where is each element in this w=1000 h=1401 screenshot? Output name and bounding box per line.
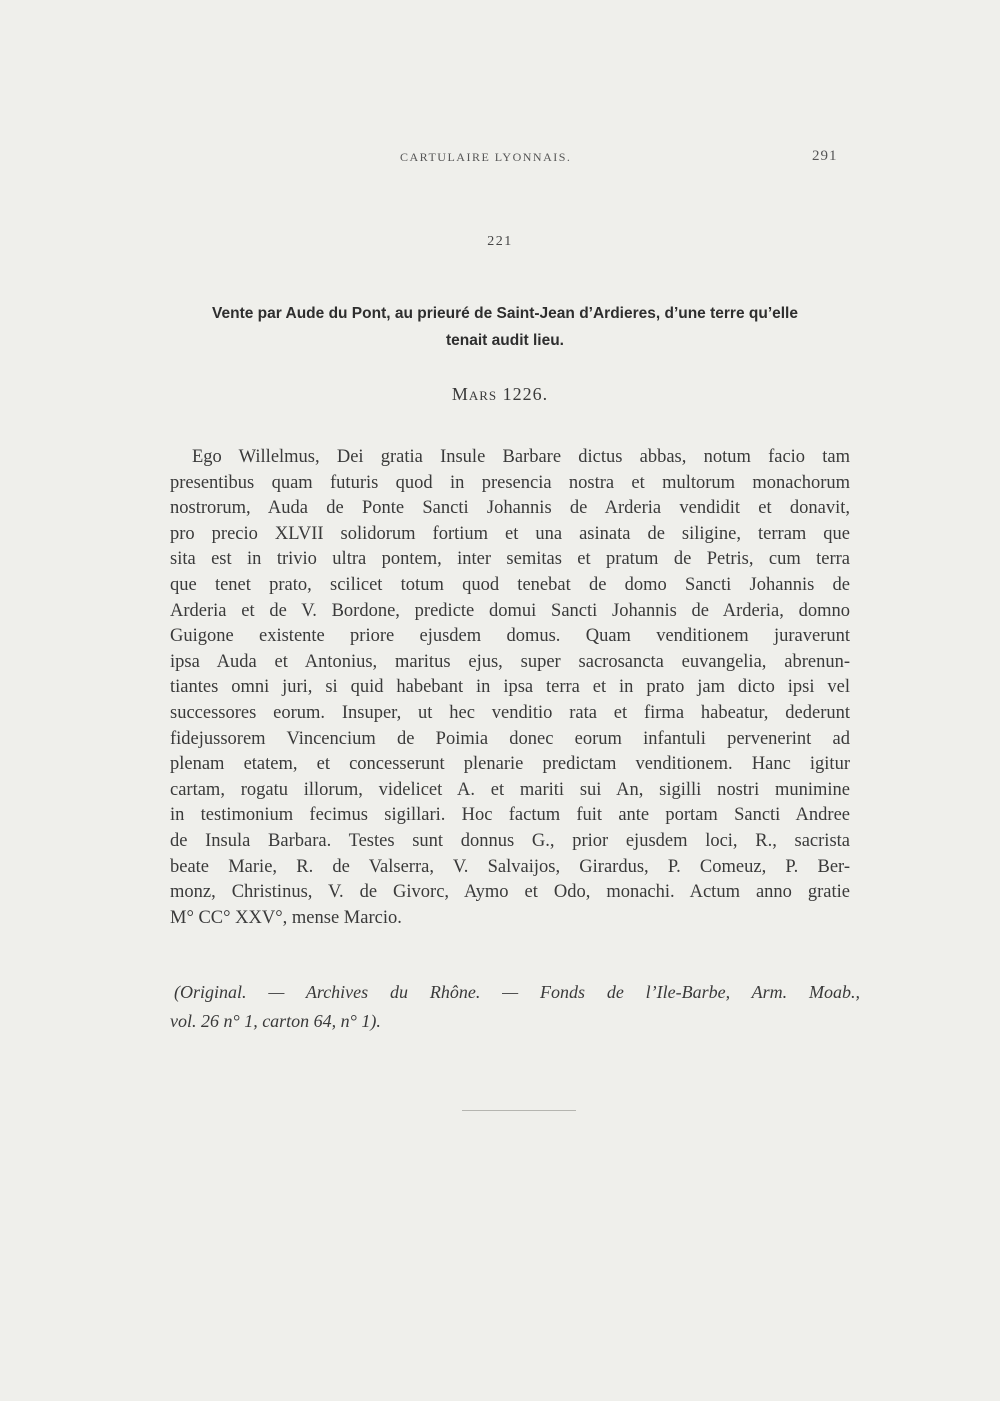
text-line: pro precio XLVII solidorum fortium et una asinata de siligine, terram que	[170, 523, 850, 544]
page-number: 291	[812, 148, 838, 164]
heading-line: Vente par Aude du Pont, au prieuré de Saint-Jean d’Ardieres, d’une terre qu’elle	[212, 305, 798, 322]
running-title: CARTULAIRE LYONNAIS.	[400, 150, 572, 164]
text-line: Arderia et de V. Bordone, predicte domui Sancti Johannis de Arderia, domno	[170, 600, 850, 621]
text-line: de Insula Barbara. Testes sunt donnus G., prior ejusdem loci, R., sacrista	[170, 830, 850, 851]
document-heading	[160, 300, 850, 354]
text-line: cartam, rogatu illorum, videlicet A. et mariti sui An, sigilli nostri munimine	[170, 779, 850, 800]
text-line: presentibus quam futuris quod in presencia nostra et multorum monachorum	[170, 472, 850, 493]
text-line: beate Marie, R. de Valserra, V. Salvaijos, Girardus, P. Comeuz, P. Ber-	[170, 856, 850, 877]
text-line: plenam etatem, et concesserunt plenarie predictam venditionem. Hanc igitur	[170, 754, 850, 775]
document-date	[0, 384, 1000, 405]
text-line: Ego Willelmus, Dei gratia Insule Barbare dictus abbas, notum facio tam	[192, 447, 850, 467]
text-line: nostrorum, Auda de Ponte Sancti Johannis de Arderia vendidit et donavit,	[170, 498, 850, 519]
charter-text	[170, 445, 850, 931]
end-rule	[462, 1110, 576, 1111]
citation-line: vol. 26 n° 1, carton 64, n° 1).	[170, 1011, 381, 1031]
text-line: M° CC° XXV°, mense Marcio.	[170, 907, 402, 928]
document-number: 221	[487, 234, 513, 249]
running-head	[0, 150, 1000, 170]
date-year: 1226.	[502, 384, 549, 404]
date-smallcaps: ARS	[468, 388, 498, 403]
text-line: sita est in trivio ultra pontem, inter semitas et pratum de Petris, cum terra	[170, 549, 850, 570]
text-line: fidejussorem Vincencium de Poimia donec eorum infantuli pervenerint ad	[170, 728, 850, 749]
text-line: in testimonium fecimus sigillari. Hoc factum fuit ante portam Sancti Andree	[170, 805, 850, 826]
text-line: que tenet prato, scilicet totum quod tenebat de domo Sancti Johannis de	[170, 574, 850, 595]
text-line: successores eorum. Insuper, ut hec venditio rata et firma habeatur, dederunt	[170, 702, 850, 723]
text-line: ipsa Auda et Antonius, maritus ejus, super sacrosancta euvangelia, abrenun-	[170, 651, 850, 672]
heading-line: tenait audit lieu.	[446, 332, 564, 349]
text-line: Guigone existente priore ejusdem domus. Quam venditionem juraverunt	[170, 626, 850, 647]
date-initial: M	[451, 384, 469, 404]
citation-line: (Original. — Archives du Rhône. — Fonds de l’Ile-Barbe, Arm. Moab.,	[174, 982, 860, 1002]
text-line: tiantes omni juri, si quid habebant in ipsa terra et in prato jam dicto ipsi vel	[170, 677, 850, 698]
source-citation	[170, 978, 860, 1036]
text-line: monz, Christinus, V. de Givorc, Aymo et Odo, monachi. Actum anno gratie	[170, 882, 850, 903]
